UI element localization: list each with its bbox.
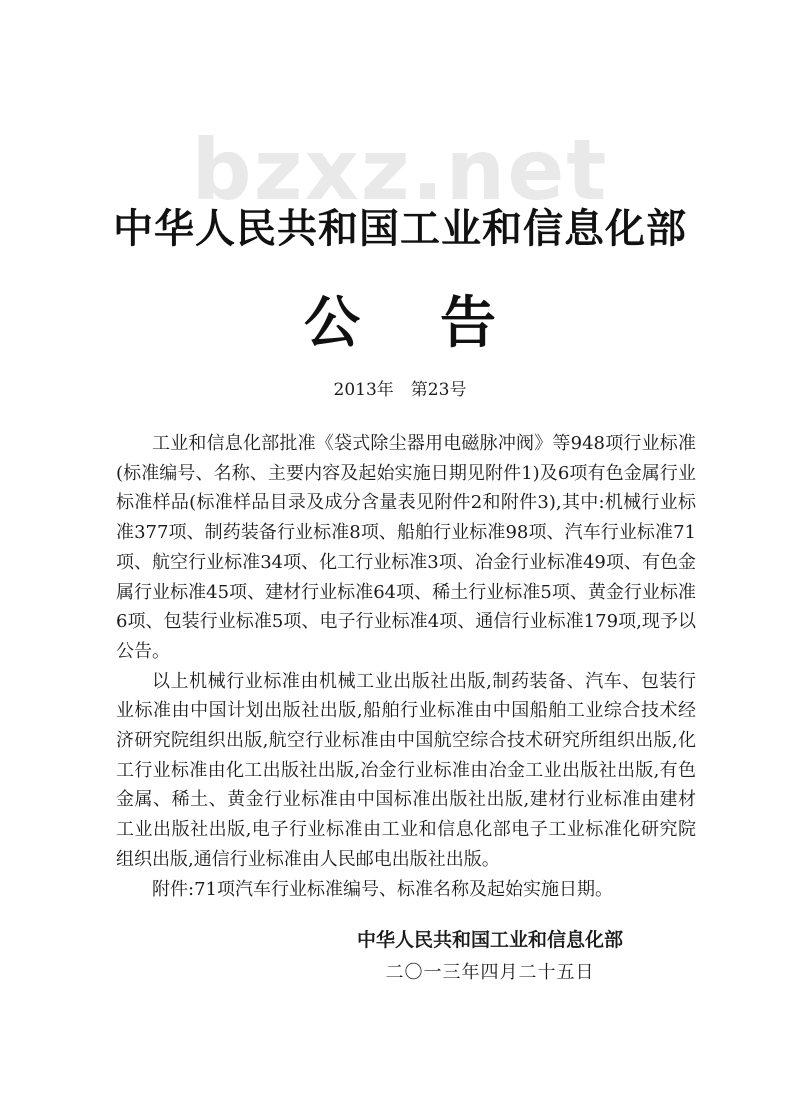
issue-date: 二〇一三年四月二十五日	[385, 962, 595, 983]
watermark: bzxz.net	[191, 121, 609, 219]
announcement-body	[116, 429, 696, 904]
body-paragraph-publishers: 以上机械行业标准由机械工业出版社出版,制药装备、汽车、包装行业标准由中国计划出版社出版,船舶行业标准由中国船舶工业综合技术经济研究院组织出版,航空行业标准由中国航空综合技术研究所组织出版,化工行业标准由化工出版社出版,冶金行业标准由冶金工业出版社出版,有色金属、稀土、黄金行业标准由中国标准出版社出版,建材行业标准由建材工业出版社出版,电子行业标准由工业和信息化部电子工业标准化研究院组织出版,通信行业标准由人民邮电出版社出版。	[116, 670, 696, 870]
document-number: 2013年 第23号	[333, 380, 467, 400]
document-type-heading: 公告	[304, 290, 576, 356]
issuing-organization-title: 中华人民共和国工业和信息化部	[113, 205, 687, 252]
body-paragraph-approval: 工业和信息化部批准《袋式除尘器用电磁脉冲阀》等948项行业标准(标准编号、名称、主要内容及起始实施日期见附件1)及6项有色金属行业标准样品(标准样品目录及成分含量表见附件2和附件3),其中:机械行业标准377项、制药装备行业标准8项、船舶行业标准98项、汽车行业标准71项、航空行业标准34项、化工行业标准3项、冶金行业标准49项、有色金属行业标准45项、建材行业标准64项、稀土行业标准5项、黄金行业标准6项、包装行业标准5项、电子行业标准4项、通信行业标准179项,现予以公告。	[116, 433, 696, 662]
body-paragraph-attachment: 附件:71项汽车行业标准编号、标准名称及起始实施日期。	[152, 878, 613, 900]
signatory: 中华人民共和国工业和信息化部	[356, 929, 623, 951]
